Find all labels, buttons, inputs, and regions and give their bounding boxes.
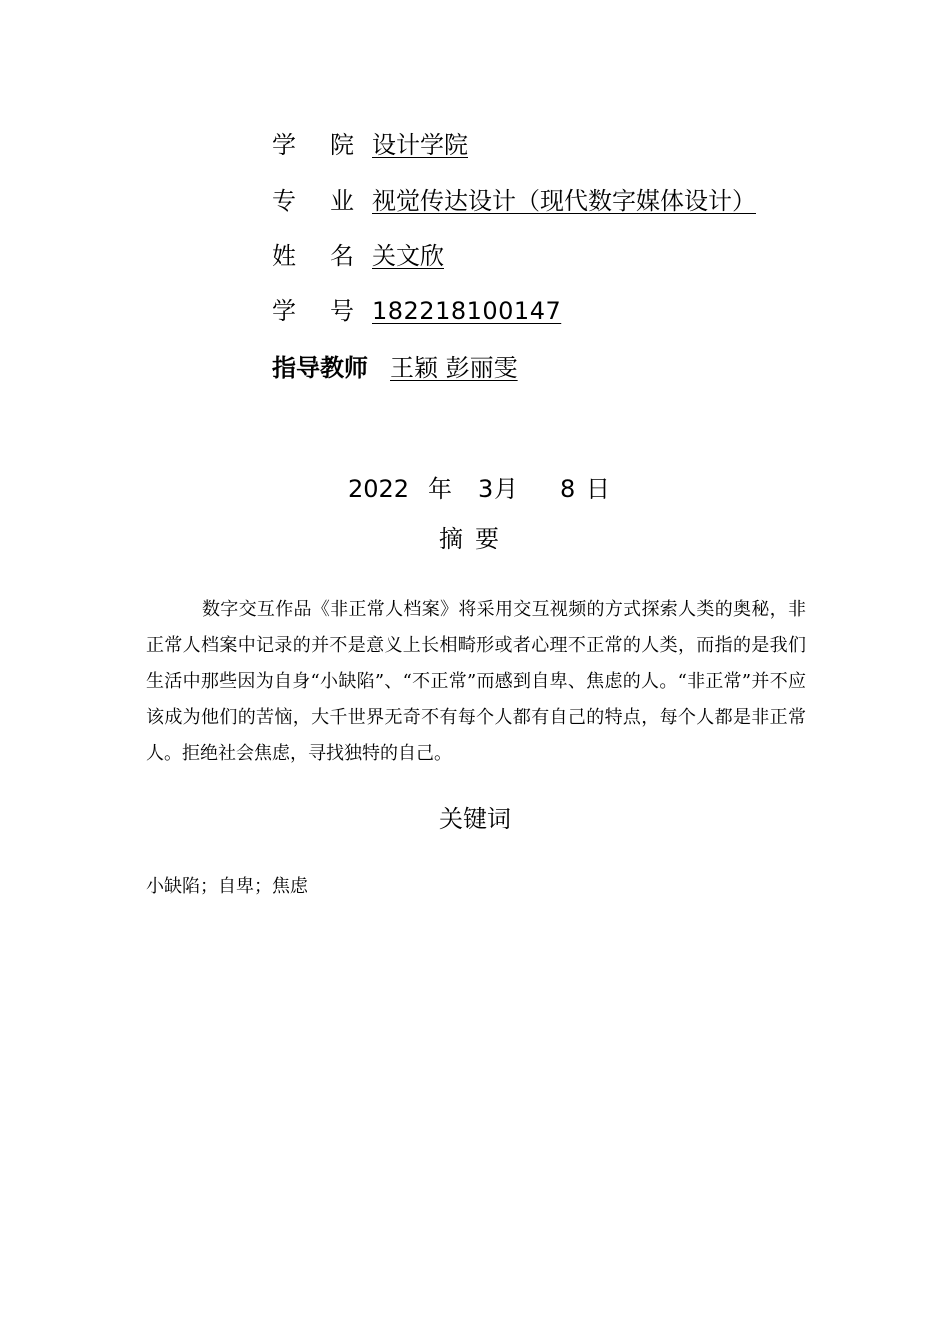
major-label-char-2: 业	[330, 187, 354, 215]
student-id-label-char-1: 学	[272, 297, 296, 325]
date-year-label: 年	[428, 475, 452, 503]
major-label-char-1: 专	[272, 187, 296, 215]
college-label-char-2: 院	[330, 131, 354, 159]
college-value: 设计学院	[372, 131, 468, 159]
date-day-label: 日	[586, 475, 610, 503]
advisor-label: 指导教师	[272, 354, 368, 382]
college-label-char-1: 学	[272, 131, 296, 159]
date-day: 8	[560, 475, 576, 503]
abstract-heading: 摘要	[439, 525, 511, 553]
name-value: 关文欣	[372, 242, 444, 270]
abstract-paragraph: 数字交互作品《非正常人档案》将采用交互视频的方式探索人类的奥秘，非正常人档案中记录的并不是意义上长相畸形或者心理不正常的人类，而指的是我们生活中那些因为自身“小缺陷”、“不正常”而感到自卑、焦虑的人。“非正常”并不应该成为他们的苦恼，大千世界无奇不有每个人都有自己的特点，每个人都是非正常人。拒绝社会焦虑，寻找独特的自己。	[146, 599, 806, 764]
keywords-list: 小缺陷；自卑；焦虑	[146, 876, 308, 897]
student-id-value: 182218100147	[372, 297, 562, 325]
date-month-label: 月	[494, 475, 518, 503]
student-id-label-char-2: 号	[330, 297, 354, 325]
name-label-char-1: 姓	[272, 242, 296, 270]
name-label-char-2: 名	[330, 242, 354, 270]
date-year: 2022	[348, 475, 410, 503]
major-value: 视觉传达设计（现代数字媒体设计）	[372, 187, 756, 215]
date-month: 3	[478, 475, 494, 503]
advisor-value: 王颖 彭丽雯	[390, 354, 518, 382]
keywords-heading: 关键词	[439, 805, 511, 833]
